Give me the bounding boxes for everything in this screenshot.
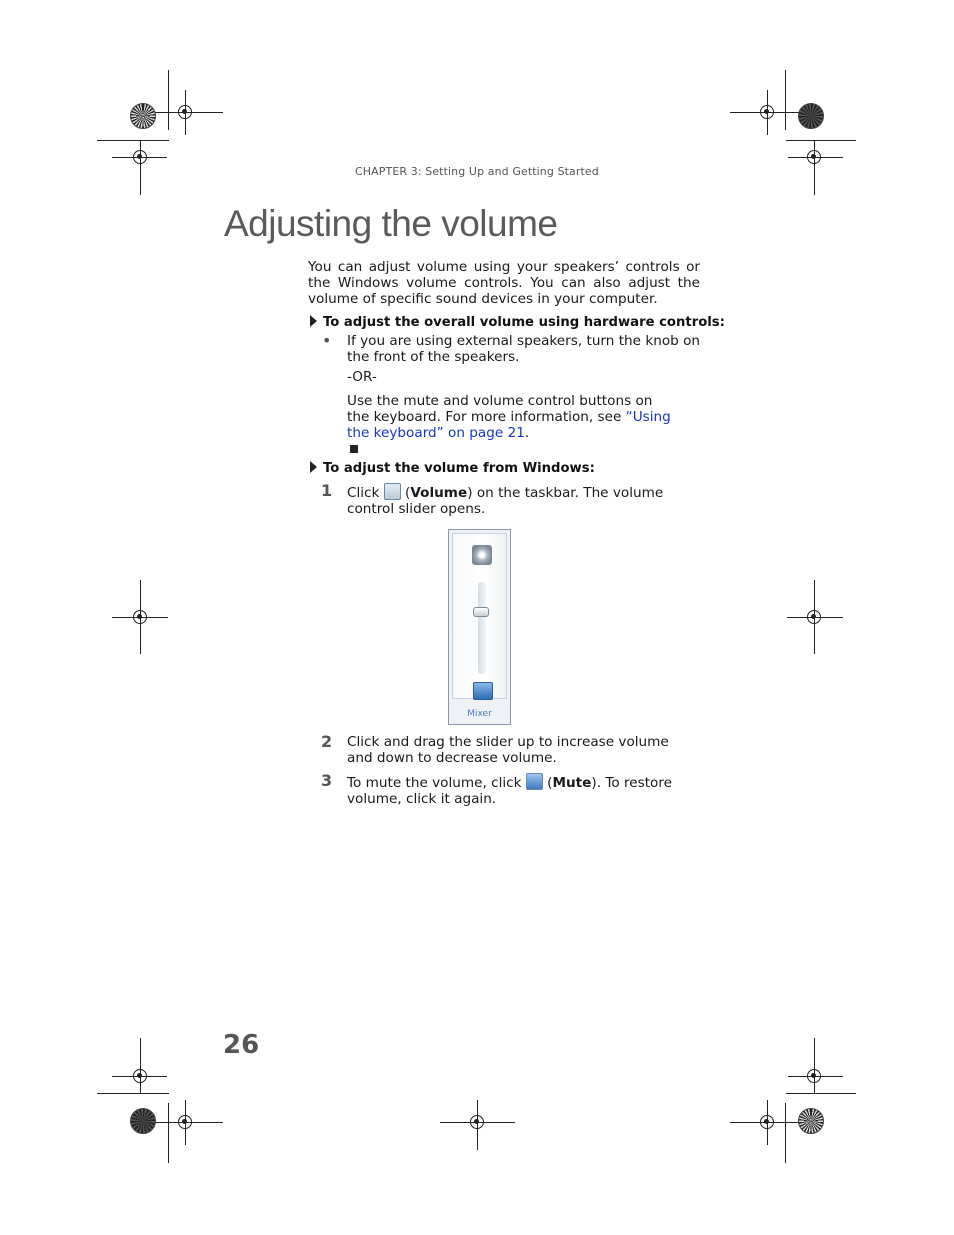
volume-icon — [384, 483, 401, 500]
registration-mark — [760, 1115, 774, 1129]
mute-icon — [526, 773, 543, 790]
registration-ball — [798, 103, 824, 129]
volume-label: Volume — [410, 485, 468, 501]
procedure-heading-hardware — [310, 315, 725, 330]
registration-mark — [133, 150, 147, 164]
step-text-after: on the taskbar. The volume control slider opens. — [347, 485, 664, 517]
registration-mark — [133, 610, 147, 624]
chapter-label: CHAPTER 3 — [355, 165, 418, 178]
alternative-paragraph — [347, 393, 677, 441]
mute-label: Mute — [552, 775, 592, 791]
registration-mark — [470, 1115, 484, 1129]
registration-ball — [798, 1108, 824, 1134]
chapter-title: Setting Up and Getting Started — [425, 165, 599, 178]
mixer-link[interactable]: Mixer — [467, 709, 492, 719]
registration-mark — [807, 610, 821, 624]
registration-ball — [130, 1108, 156, 1134]
step-text-before: To mute the volume, click — [347, 775, 526, 791]
step-number: 2 — [321, 732, 333, 751]
keyboard-page-link[interactable]: “Using the keyboard” on page 21 — [347, 409, 671, 441]
end-of-procedure-mark — [350, 445, 358, 453]
step-1-text: Click (Volume) on the taskbar. The volume control slider opens. — [347, 485, 664, 517]
procedure-heading-text: To adjust the volume from Windows: — [323, 461, 595, 476]
step-number: 3 — [321, 771, 333, 790]
registration-mark — [178, 105, 192, 119]
bullet-icon: • — [322, 331, 332, 350]
speaker-icon — [472, 545, 492, 565]
running-header: CHAPTER 3: Setting Up and Getting Started — [355, 165, 599, 178]
slider-panel — [452, 533, 507, 699]
mute-button[interactable] — [473, 682, 493, 700]
triangle-bullet-icon — [310, 461, 317, 473]
registration-mark — [807, 1069, 821, 1083]
volume-slider-dialog — [448, 529, 511, 725]
link-period: . — [524, 425, 530, 441]
registration-mark — [760, 105, 774, 119]
step-number: 1 — [321, 481, 333, 500]
step-text-after: . To restore volume, click it again. — [347, 775, 673, 807]
step-3-text: To mute the volume, click (Mute). To restore volume, click it again. — [347, 775, 673, 807]
intro-paragraph: You can adjust volume using your speakers’ controls or the Windows volume controls. You can also adjust the volume of specific sound devices in your computer. — [308, 259, 700, 307]
step-2-text: Click and drag the slider up to increase volume and down to decrease volume. — [347, 734, 669, 766]
page-title: Adjusting the volume — [224, 203, 558, 244]
registration-mark — [807, 150, 821, 164]
triangle-bullet-icon — [310, 315, 317, 327]
page-number: 26 — [223, 1030, 260, 1060]
registration-mark — [178, 1115, 192, 1129]
alternative-text: Use the mute and volume control buttons on the keyboard. For more information, see — [347, 393, 653, 425]
step-text-before: Click — [347, 485, 384, 501]
procedure-heading-text: To adjust the overall volume using hardware controls: — [323, 315, 725, 330]
or-separator: -OR- — [347, 369, 377, 385]
registration-ball — [130, 103, 156, 129]
volume-slider-thumb[interactable] — [473, 607, 489, 617]
registration-mark — [133, 1069, 147, 1083]
procedure-heading-windows — [310, 461, 595, 476]
volume-track — [478, 582, 486, 674]
bullet-text: If you are using external speakers, turn the knob on the front of the speakers. — [347, 333, 701, 365]
